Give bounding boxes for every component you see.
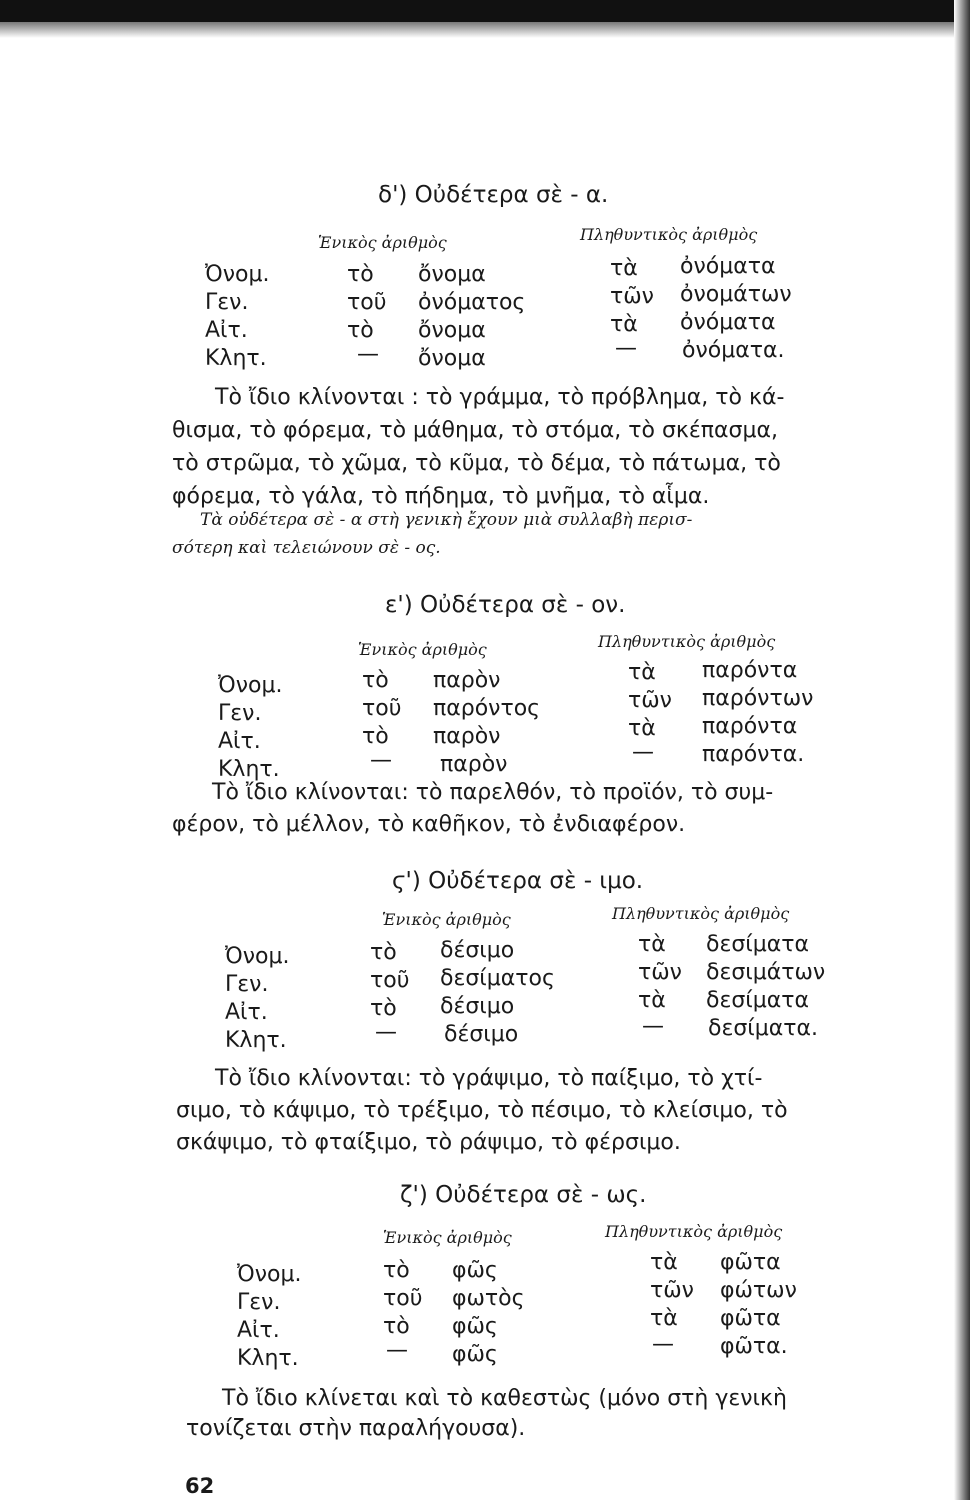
plural-article: τὰ bbox=[638, 932, 666, 957]
paragraph-line: τὸ στρῶμα, τὸ χῶμα, τὸ κῦμα, τὸ δέμα, τὸ πάτωμα, τὸ bbox=[172, 451, 781, 476]
scan-top-edge bbox=[0, 0, 970, 22]
plural-article: τὰ bbox=[610, 312, 638, 337]
singular-form: παρὸν bbox=[433, 724, 501, 749]
plural-article: τὰ bbox=[650, 1306, 678, 1331]
paragraph-line: Τὸ ἴδιο κλίνονται: τὸ γράψιμο, τὸ παίξιμο, τὸ χτί- bbox=[215, 1066, 763, 1091]
singular-header: Ἑνικὸς ἀριθμὸς bbox=[358, 640, 487, 659]
plural-form: δεσίματα bbox=[706, 988, 809, 1013]
singular-form: δέσιμο bbox=[440, 938, 515, 963]
singular-form: ὄνομα bbox=[418, 318, 486, 343]
plural-header: Πληθυντικὸς ἀριθμὸς bbox=[612, 904, 790, 923]
plural-article: τὰ bbox=[610, 256, 638, 281]
case-label: Ὀνομ. bbox=[237, 1262, 302, 1287]
paragraph-line: φόρεμα, τὸ γάλα, τὸ πήδημα, τὸ μνῆμα, τὸ αἷμα. bbox=[172, 484, 710, 509]
singular-form: φῶς bbox=[452, 1314, 498, 1339]
singular-article: τὸ bbox=[383, 1314, 410, 1339]
paragraph-line: Τὸ ἴδιο κλίνεται καὶ τὸ καθεστὼς (μόνο στὴ γενικὴ bbox=[222, 1386, 787, 1411]
singular-form: παρόντος bbox=[433, 696, 541, 721]
singular-article: τὸ bbox=[362, 668, 389, 693]
singular-form: ὀνόματος bbox=[418, 290, 526, 315]
plural-form: ὀνόματα. bbox=[682, 338, 785, 363]
plural-article: τὰ bbox=[628, 716, 656, 741]
plural-form: δεσίματα bbox=[706, 932, 809, 957]
plural-article: — bbox=[652, 1332, 674, 1357]
plural-article: — bbox=[642, 1014, 664, 1039]
plural-form: παρόντα. bbox=[702, 742, 805, 767]
paragraph-line: Τὸ ἴδιο κλίνονται : τὸ γράμμα, τὸ πρόβλημα, τὸ κά- bbox=[215, 385, 785, 410]
singular-article: — bbox=[357, 342, 379, 367]
paragraph-line: σκάψιμο, τὸ φταίξιμο, τὸ ράψιμο, τὸ φέρσιμο. bbox=[176, 1130, 681, 1155]
plural-header: Πληθυντικὸς ἀριθμὸς bbox=[580, 225, 758, 244]
scan-top-shadow bbox=[0, 22, 970, 38]
plural-article: τὰ bbox=[650, 1250, 678, 1275]
singular-article: — bbox=[375, 1020, 397, 1045]
singular-form: φωτὸς bbox=[452, 1286, 525, 1311]
plural-form: ὀνόματα bbox=[680, 310, 776, 335]
plural-form: δεσίματα. bbox=[708, 1016, 818, 1041]
case-label: Κλητ. bbox=[237, 1346, 299, 1371]
singular-article: τοῦ bbox=[383, 1286, 423, 1311]
plural-article: τὰ bbox=[638, 988, 666, 1013]
case-label: Γεν. bbox=[225, 972, 269, 997]
plural-form: ὀνομάτων bbox=[680, 282, 792, 307]
paragraph-line: Τὸ ἴδιο κλίνονται: τὸ παρελθόν, τὸ προϊόν, τὸ συμ- bbox=[212, 780, 774, 805]
section-title: ζ') Οὐδέτερα σὲ - ως. bbox=[400, 1182, 647, 1208]
note-line: Τὰ οὐδέτερα σὲ - α στὴ γενικὴ ἔχουν μιὰ συλλαβὴ περισ- bbox=[200, 510, 693, 530]
plural-form: παρόντων bbox=[702, 686, 814, 711]
plural-form: δεσιμάτων bbox=[706, 960, 826, 985]
plural-form: φῶτα bbox=[720, 1306, 781, 1331]
singular-header: Ἑνικὸς ἀριθμὸς bbox=[318, 233, 447, 252]
paragraph-line: τονίζεται στὴν παραλήγουσα). bbox=[186, 1416, 526, 1441]
case-label: Κλητ. bbox=[205, 346, 267, 371]
paragraph-line: φέρον, τὸ μέλλον, τὸ καθῆκον, τὸ ἐνδιαφέρον. bbox=[172, 812, 686, 837]
paragraph-line: θισμα, τὸ φόρεμα, τὸ μάθημα, τὸ στόμα, τὸ σκέπασμα, bbox=[172, 418, 778, 443]
plural-form: ὀνόματα bbox=[680, 254, 776, 279]
singular-article: τὸ bbox=[370, 996, 397, 1021]
case-label: Γεν. bbox=[205, 290, 249, 315]
plural-article: — bbox=[632, 740, 654, 765]
plural-form: παρόντα bbox=[702, 714, 798, 739]
section-title: ϛ') Οὐδέτερα σὲ - ιμο. bbox=[392, 868, 644, 894]
singular-form: δέσιμο bbox=[444, 1022, 519, 1047]
singular-form: ὄνομα bbox=[418, 346, 486, 371]
plural-header: Πληθυντικὸς ἀριθμὸς bbox=[598, 632, 776, 651]
case-label: Γεν. bbox=[218, 701, 262, 726]
note-line: σότερη καὶ τελειώνουν σὲ - ος. bbox=[172, 538, 441, 558]
singular-article: τοῦ bbox=[370, 968, 410, 993]
plural-article: τῶν bbox=[610, 284, 654, 309]
plural-article: τῶν bbox=[650, 1278, 694, 1303]
plural-article: τῶν bbox=[638, 960, 682, 985]
scan-right-edge bbox=[954, 0, 970, 1500]
plural-form: παρόντα bbox=[702, 658, 798, 683]
case-label: Αἰτ. bbox=[237, 1318, 280, 1343]
plural-article: τὰ bbox=[628, 660, 656, 685]
plural-header: Πληθυντικὸς ἀριθμὸς bbox=[605, 1222, 783, 1241]
case-label: Γεν. bbox=[237, 1290, 281, 1315]
case-label: Ὀνομ. bbox=[218, 673, 283, 698]
singular-article: τοῦ bbox=[347, 290, 387, 315]
case-label: Κλητ. bbox=[225, 1028, 287, 1053]
case-label: Ὀνομ. bbox=[225, 944, 290, 969]
case-label: Αἰτ. bbox=[225, 1000, 268, 1025]
singular-article: τὸ bbox=[383, 1258, 410, 1283]
singular-form: φῶς bbox=[452, 1258, 498, 1283]
case-label: Αἰτ. bbox=[205, 318, 248, 343]
singular-form: δεσίματος bbox=[440, 966, 555, 991]
singular-article: τὸ bbox=[370, 940, 397, 965]
plural-article: — bbox=[615, 336, 637, 361]
case-label: Αἰτ. bbox=[218, 729, 261, 754]
singular-form: παρὸν bbox=[433, 668, 501, 693]
singular-article: — bbox=[386, 1338, 408, 1363]
page-number: 62 bbox=[185, 1474, 215, 1498]
singular-header: Ἑνικὸς ἀριθμὸς bbox=[382, 910, 511, 929]
singular-article: — bbox=[370, 748, 392, 773]
singular-article: τὸ bbox=[347, 318, 374, 343]
plural-article: τῶν bbox=[628, 688, 672, 713]
plural-form: φῶτα bbox=[720, 1250, 781, 1275]
singular-form: παρὸν bbox=[440, 752, 508, 777]
singular-form: φῶς bbox=[452, 1342, 498, 1367]
plural-form: φώτων bbox=[720, 1278, 797, 1303]
section-title: δ') Οὐδέτερα σὲ - α. bbox=[378, 182, 609, 208]
singular-article: τὸ bbox=[362, 724, 389, 749]
singular-header: Ἑνικὸς ἀριθμὸς bbox=[383, 1228, 512, 1247]
plural-form: φῶτα. bbox=[720, 1334, 788, 1359]
paragraph-line: σιμο, τὸ κάψιμο, τὸ τρέξιμο, τὸ πέσιμο, τὸ κλείσιμο, τὸ bbox=[176, 1098, 788, 1123]
section-title: ε') Οὐδέτερα σὲ - ον. bbox=[385, 592, 626, 618]
case-label: Ὀνομ. bbox=[205, 262, 270, 287]
singular-form: δέσιμο bbox=[440, 994, 515, 1019]
case-label: Κλητ. bbox=[218, 757, 280, 782]
singular-article: τὸ bbox=[347, 262, 374, 287]
singular-form: ὄνομα bbox=[418, 262, 486, 287]
singular-article: τοῦ bbox=[362, 696, 402, 721]
